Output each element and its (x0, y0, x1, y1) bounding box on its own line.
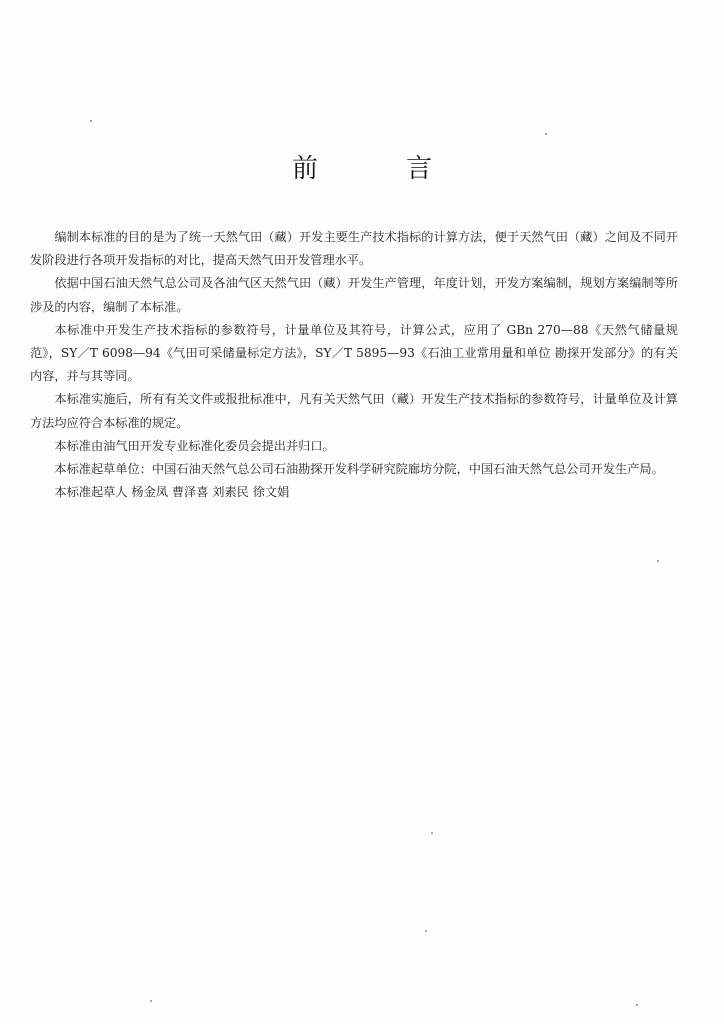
scan-speck (431, 832, 433, 834)
scan-speck (545, 133, 547, 135)
paragraph-drafting-unit: 本标准起草单位：中国石油天然气总公司石油勘探开发科学研究院廊坊分院，中国石油天然气总公司开发生产局。 (54, 462, 664, 477)
scan-speck (657, 560, 659, 562)
paragraph-basis: 依据中国石油天然气总公司及各油气区天然气田（藏）开发生产管理，年度计划，开发方案编制，规划方案编制等所涉及的内容，编制了本标准。 (30, 276, 678, 314)
preface-body (30, 226, 678, 504)
scan-speck (150, 1000, 152, 1002)
scan-speck (425, 930, 427, 932)
title-char-1: 前 (291, 154, 318, 184)
scan-speck (90, 120, 92, 122)
scan-speck (636, 1004, 638, 1006)
paragraph-proposer: 本标准由油气田开发专业标准化委员会提出并归口。 (54, 438, 335, 453)
paragraph-drafters: 本标准起草人 杨金凤 曹泽喜 刘素民 徐文娟 (54, 485, 290, 500)
paragraph-references: 本标准中开发生产技术指标的参数符号，计量单位及其符号，计算公式，应用了 GBn 270—88《天然气储量规范》，SY／T 6098—94《气田可采储量标定方法》，SY／T 5895—93《石油工业常用量和单位 勘探开发部分》的有关内容，并与其等同。 (30, 322, 678, 384)
paragraph-purpose: 编制本标准的目的是为了统一天然气田（藏）开发主要生产技术指标的计算方法，便于天然气田（藏）之间及不同开发阶段进行各项开发指标的对比，提高天然气田开发管理水平。 (30, 230, 678, 268)
page-title (0, 148, 724, 188)
title-char-2: 言 (406, 154, 433, 184)
paragraph-implementation: 本标准实施后，所有有关文件或报批标准中，凡有关天然气田（藏）开发生产技术指标的参数符号，计量单位及计算方法均应符合本标准的规定。 (30, 392, 678, 430)
